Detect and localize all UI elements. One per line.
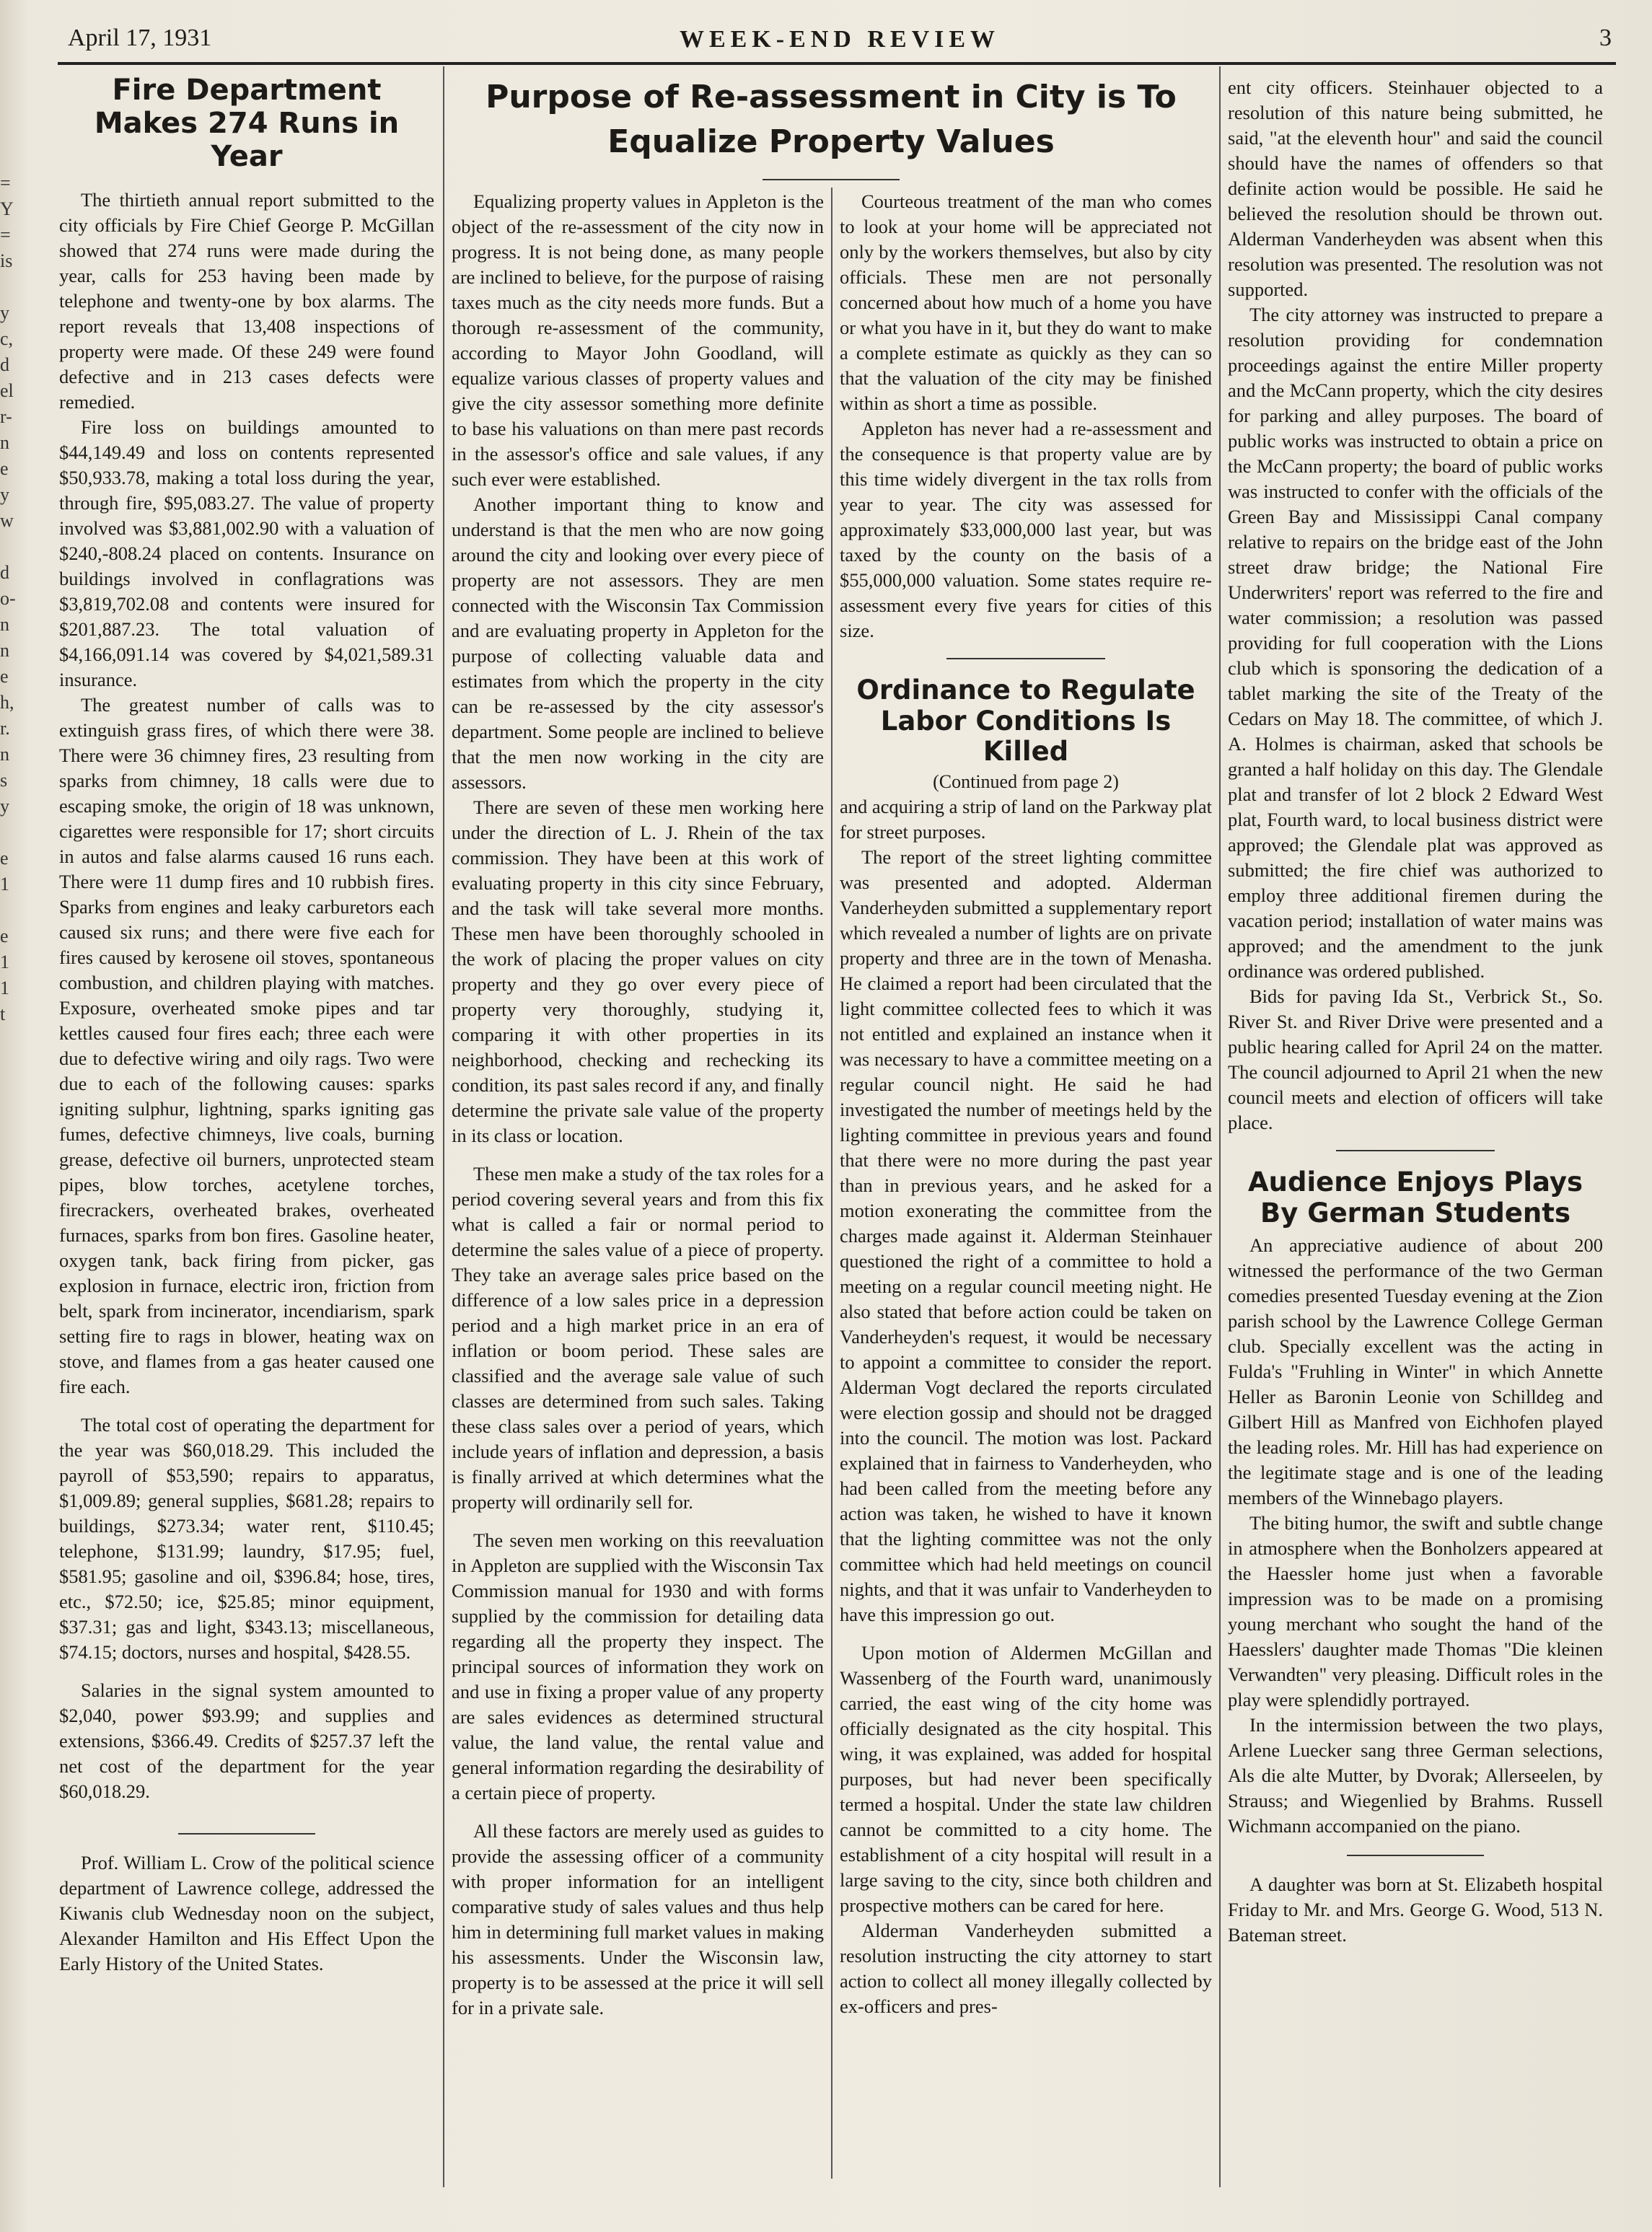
ordinance-paragraph-7: Bids for paving Ida St., Verbrick St., So. River St. and River Drive were presented and a public hearing called for April 24 on the matter. The council adjourned to April 21 when the new council meets and election of officers will take place. — [1228, 985, 1603, 1133]
fire-department-headline: Fire Department Makes 274 Runs in Year — [94, 74, 400, 173]
reassessment-paragraph-4: These men make a study of the tax roles for a period covering several years and from this fix what is called a fair or normal period to determine the sales value of a piece of property. They take an average sales price based on the difference of a low sales price in a depression period and a high market price in an era of inflation or boom period. These sales are classified and the average sale value of such classes are determined from such sales. Taking these class sales over a period of years, which include years of inflation and depression, a basis is finally arrived at which determines what the property will ordinarily sell for. — [452, 1163, 824, 1513]
newspaper-title: WEEK-END REVIEW — [679, 26, 1001, 53]
item-divider — [1336, 1150, 1495, 1151]
headline-rule — [763, 179, 900, 180]
page-header — [68, 20, 1612, 61]
reassessment-paragraph-8: Appleton has never had a re-assessment and the consequence is that property value are by this time widely divergent in the tax rolls from year to year. The city was assessed for approximately $33,000,000 last year, but was taxed by the county on the basis of a $55,000,000 valuation. Some states require re-assessment every five years for cities of this size. — [840, 418, 1212, 641]
fire-paragraph-2: Fire loss on buildings amounted to $44,149.49 and loss on contents represented $50,933.78, making a total loss during the year, through fire, $95,083.27. The value of property involved was $3,881,002.90 with a valuation of $240,-808.24 placed on contents. Insurance on buildings involved in conflagrations was $3,819,702.08 and contents were insured for $201,887.23. The total valuation of $4,166,091.14 was covered by $4,021,589.31 insurance. — [59, 416, 434, 690]
continued-line: (Continued from page 2) — [933, 770, 1119, 792]
reassessment-paragraph-1: Equalizing property values in Appleton is the object of the re-assessment of the city now in progress. It is not being done, as many people are inclined to believe, for the purpose of raising taxes much as the city needs more funds. But a thorough re-assessment of the community, according to Mayor John Goodland, will equalize various classes of property values and give the city assessor something more definite to base his valuations on than mere past records in the assessor's office and sale values, if any such ever were established. — [452, 190, 824, 490]
plays-paragraph-2: The biting humor, the swift and subtle change in atmosphere when the Bonholzers appeared at the Haessler home just when a favorable impression was to be made on a promising young merchant who sought the hand of the Haesslers' daughter made Thomas "Die kleinen Verwandten" very pleasing. Difficult roles in the play were splendidly portrayed. — [1228, 1512, 1603, 1711]
column-4 — [1228, 75, 1603, 2196]
birth-item: A daughter was born at St. Elizabeth hospital Friday to Mr. and Mrs. George G. Wood, 513 N. Bateman street. — [1228, 1873, 1603, 1946]
ordinance-paragraph-5: ent city officers. Steinhauer objected to a resolution of this nature being submitted, he said, "at the eleventh hour" and said the council should have the names of offenders so that definite action would be possible. He said he believed the resolution should be thrown out. Alderman Vanderheyden was absent when this resolution was presented. The resolution was not supported. — [1228, 76, 1603, 300]
adjacent-page-bleed-text: = Y = is y c, d el r- n e y w d o- n n e h, r. n s y e 1 e 1 1 t — [0, 172, 16, 1024]
ordinance-paragraph-3: Upon motion of Aldermen McGillan and Wassenberg of the Fourth ward, unanimously carried, the east wing of the city home was officially designated as the city hospital. This wing, it was explained, was added for hospital purposes, but had never been specifically termed a hospital. Under the state law children cannot be committed to a city home. The establishment of a city hospital will result in a large saving to the city, since both children and prospective mothers can be cared for here. — [840, 1641, 1212, 1916]
fire-paragraph-3: The greatest number of calls was to extinguish grass fires, of which there were 38. There were 36 chimney fires, 23 resulting from sparks from chimney, 18 calls were due to escaping smoke, the origin of 18 was unknown, cigarettes were responsible for 17; short circuits in autos and false alarms caused 16 runs each. There were 11 dump fires and 10 rubbish fires. Sparks from engines and leaky carburetors each caused six runs; and there were five each for fires caused by kerosene oil stoves, spontaneous combustion, and children playing with matches. Exposure, overheated smoke pipes and tar kettles caused four fires each; three each were due to defective wiring and oily rags. Two were due to each of the following causes: sparks igniting sulphur, lightning, sparks igniting gas fumes, defective chimneys, live coals, burning grease, defective oil burners, unprotected steam pipes, blow torches, acetylene torches, firecrackers, overheated brakes, overheated furnaces, sparks from bon fires. Gasoline heater, oxygen tank, back firing from picker, gas explosion in furnace, electric iron, friction from belt, spark from incinerator, incendiarism, spark setting fire to rags in blower, heating wax on stove, and flames from a gas heater caused one fire each. — [59, 694, 434, 1397]
ordinance-paragraph-2: The report of the street lighting committee was presented and adopted. Alderman Vanderheyden submitted a supplementary report which revealed a number of lights are on private property and three are in the town of Menasha. He claimed a report had been circulated that the light committee collected fees to which it was not entitled and explained an instance when it was necessary to have a committee meeting on a regular council night. He said he had investigated the number of meetings held by the lighting committee in previous years and found that there were no more during the past year than in previous years, and he asked for a motion exonerating the committee from the charges made against it. Alderman Steinhauer questioned the right of a committee to hold a meeting on a regular council meeting night. He also stated that before action could be taken on Vanderheyden's request, it would be necessary to appoint a committee to consider the report. Alderman Vogt declared the reports circulated were election gossip and should not be dragged into the council. The motion was lost. Packard explained that in fairness to Vanderheyden, who had been called from the meeting before any action was taken, he wished to have it known that the lighting committee was not the only committee which had held meetings on council nights, and that it was unfair to Vanderheyden to have this impression go out. — [840, 845, 1212, 1625]
reassessment-paragraph-3: There are seven of these men working here under the direction of L. J. Rhein of the tax commission. They have been at this work of evaluating property in this city since February, and the task will take several more months. These men have been thoroughly schooled in the work of placing the proper values on city property and they go over every piece of property very thoroughly, studying it, comparing it with other properties in its neighborhood, checking and rechecking its condition, its past sales record if any, and finally determine the private sale value of the property in its class or location. — [452, 796, 824, 1146]
plays-paragraph-1: An appreciative audience of about 200 witnessed the performance of the two German comedies presented Tuesday evening at the Zion parish school by the Lawrence College German club. Specially excellent was the acting in Fulda's "Fruhling in Winter" in which Annette Heller as Baronin Leonie von Schilldeg and Gilbert Hill as Manfred von Eichhofen played the leading roles. Mr. Hill has had experience on the legitimate stage and is one of the leading members of the Winnebago players. — [1228, 1234, 1603, 1509]
ordinance-paragraph-1: and acquiring a strip of land on the Parkway plat for street purposes. — [840, 795, 1212, 843]
ordinance-headline: Ordinance to Regulate Labor Conditions Is Killed — [856, 675, 1195, 768]
reassessment-headline: Purpose of Re-assessment in City is To Equalize Property Values — [486, 79, 1177, 160]
reassessment-paragraph-5: The seven men working on this reevaluation in Appleton are supplied with the Wisconsin Tax Commission manual for 1930 and with forms supplied by the commission for detailing data regarding all the property they inspect. The principal sources of information they work on and use in fixing a proper value of any property are sales evidences as determined structural value, the land value, the rental value and general information regarding the desirability of a certain piece of property. — [452, 1529, 824, 1803]
reassessment-headline-block — [449, 75, 1213, 180]
plays-headline: Audience Enjoys Plays By German Students — [1248, 1166, 1583, 1229]
item-divider — [178, 1833, 315, 1835]
item-divider — [1347, 1855, 1484, 1856]
column-1 — [59, 72, 434, 2200]
page-number: 3 — [1599, 25, 1612, 51]
fire-paragraph-1: The thirtieth annual report submitted to the city officials by Fire Chief George P. McGillan showed that 274 runs were made during the year, calls for 253 having been made by telephone and twenty-one by box alarms. The report reveals that 13,408 inspections of property were made. Of these 249 were found defective and in 213 cases defects were remedied. — [59, 189, 434, 413]
reassessment-paragraph-6: All these factors are merely used as guides to provide the assessing officer of a community with proper information for an intelligent comparative study of sales values and thus help him in determining full market values in making his assessments. Under the Wisconsin law, property is to be assessed at the price it will sell for in a private sale. — [452, 1820, 824, 2018]
column-3 — [840, 189, 1212, 2194]
fire-paragraph-4: The total cost of operating the department for the year was $60,018.29. This included the payroll of $53,590; repairs to apparatus, $1,009.89; general supplies, $681.28; repairs to buildings, $273.34; water rent, $110.45; telephone, $131.99; laundry, $17.95; fuel, $581.95; gasoline and oil, $396.84; hose, tires, etc., $72.50; ice, $25.85; minor equipment, $37.31; gas and light, $343.13; miscellaneous, $74.15; doctors, nurses and hospital, $428.55. — [59, 1414, 434, 1663]
fire-paragraph-5: Salaries in the signal system amounted to $2,040, power $93.99; and supplies and extensions, $366.49. Credits of $257.37 left the net cost of the department for the year $60,018.29. — [59, 1679, 434, 1802]
item-divider — [946, 658, 1105, 659]
column-rule-1 — [443, 66, 444, 2187]
plays-paragraph-3: In the intermission between the two plays, Arlene Luecker sang three German selections, Als die alte Mutter, by Dvorak; Allerseelen, by Strauss; and Wiegenlied by Brahms. Russell Wichmann accompanied on the piano. — [1228, 1714, 1603, 1837]
issue-date: April 17, 1931 — [68, 25, 212, 51]
crow-item: Prof. William L. Crow of the political science department of Lawrence college, addressed the Kiwanis club Wednesday noon on the subject, Alexander Hamilton and His Effect Upon the Early History of the United States. — [59, 1852, 434, 1974]
header-rule — [58, 62, 1616, 65]
ordinance-paragraph-6: The city attorney was instructed to prepare a resolution providing for condemnation proceedings against the entire Miller property and the McCann property, which the city desires for parking and alley purposes. The board of public works was instructed to obtain a price on the McCann property; the board of public works was instructed to confer with the officials of the Green Bay and Mississippi Canal company relative to repairs on the bridge east of the John street draw bridge; the National Fire Underwriters' report was referred to the fire and water commission; a resolution was passed providing for full cooperation with the Lions club which is sponsoring the dedication of a tablet marking the site of the Treaty of the Cedars on May 18. The committee, of which J. A. Holmes is chairman, asked that schools be granted a half holiday on this day. The Glendale plat and transfer of lot 2 block 2 Edward West plat, Fourth ward, to local business district were approved; the Glendale plat was approved as submitted; the fire chief was authorized to employ three additional firemen during the vacation period; installation of water mains was approved; and the amendment to the junk ordinance was ordered published. — [1228, 304, 1603, 982]
ordinance-paragraph-4: Alderman Vanderheyden submitted a resolution instructing the city attorney to start action to collect all money illegally collected by ex-officers and pres- — [840, 1919, 1212, 2017]
reassessment-paragraph-7: Courteous treatment of the man who comes to look at your home will be appreciated not only by the workers themselves, but also by city officials. These men are not personally concerned about how much of a home you have or what you have in it, but they do want to make a complete estimate as quickly as they can so that the valuation of the city may be finished within as short a time as possible. — [840, 190, 1212, 414]
column-rule-3 — [1219, 66, 1221, 2187]
column-2 — [452, 189, 824, 2194]
column-rule-2 — [831, 188, 832, 2179]
reassessment-paragraph-2: Another important thing to know and understand is that the men who are now going around the city and looking over every piece of property are not assessors. They are men connected with the Wisconsin Tax Commission and are evaluating property in Appleton for the purpose of collecting valuable data and estimates from which the property in the city can be re-assessed by the city assessor's department. Some people are inclined to believe that the men now working in the city are assessors. — [452, 493, 824, 793]
